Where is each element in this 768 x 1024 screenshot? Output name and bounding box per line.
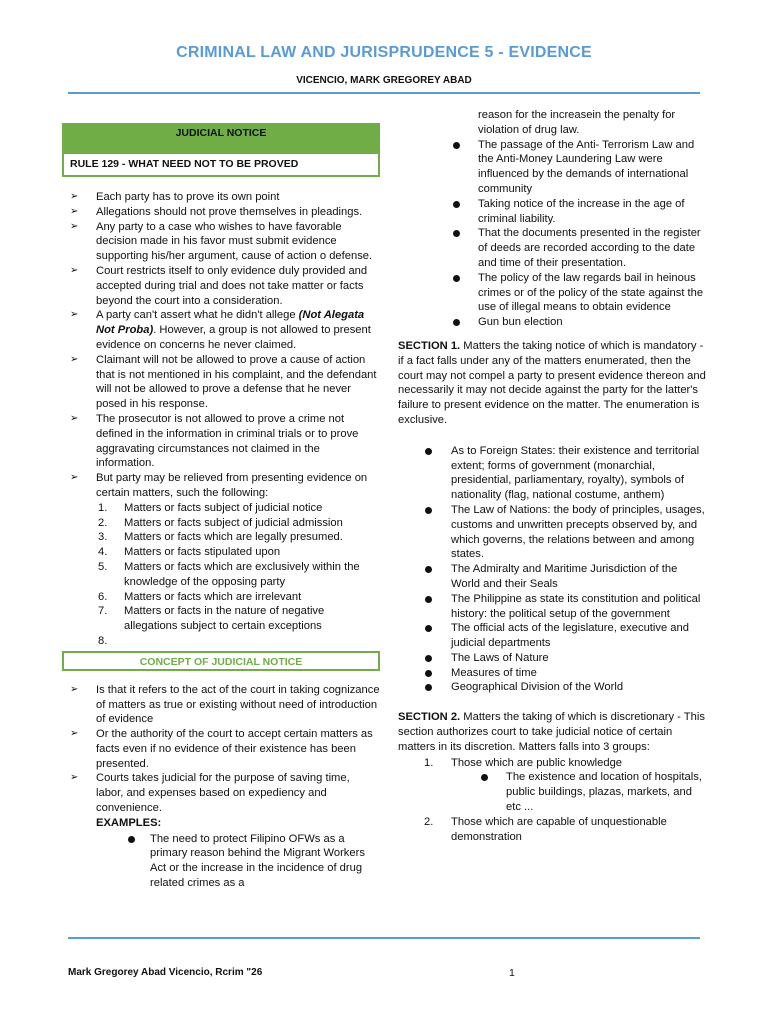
- examples-list: [62, 832, 380, 891]
- rule-list: [62, 190, 380, 501]
- list-item: 6. Matters or facts which are irrelevant: [98, 590, 302, 603]
- section-2-text: Matters the taking of which is discretionary - This section authorizes court to take judicial notice of certain matters in its discretion. Matters falls into 3 groups:: [398, 711, 705, 753]
- section-1-paragraph: [398, 339, 706, 428]
- list-item: 1. Matters or facts subject of judicial notice: [98, 501, 323, 514]
- left-column: [62, 123, 380, 891]
- example-continuation: reason for the increasein the penalty for violation of drug law.: [478, 109, 676, 136]
- list-item: ➢ Courts takes judicial for the purpose of saving time, labor, and expenses based on expediency and convenience.: [62, 771, 380, 815]
- section-1-label: SECTION 1.: [398, 339, 461, 352]
- list-item: 2. Matters or facts subject of judicial admission: [98, 516, 343, 529]
- judicial-notice-heading: JUDICIAL NOTICE: [64, 125, 378, 154]
- list-item: The Laws of Nature: [398, 651, 706, 666]
- list-item: That the documents presented in the register of deeds are recorded according to the date and time of their presentation.: [398, 226, 706, 270]
- list-item: The passage of the Anti- Terrorism Law and the Anti-Money Laundering Law were influenced by the demands of international community: [398, 138, 706, 197]
- list-item: 7. Matters or facts in the nature of negative allegations subject to certain exceptions: [98, 605, 325, 633]
- list-item: ➢ Claimant will not be allowed to prove a cause of action that is not mentioned in his complaint, and the defendant will not be allowed to prove a defense that he never posed in his response.: [62, 353, 380, 412]
- list-item: ➢ Any party to a case who wishes to have favorable decision made in his favor must submit evidence supporting his/her argument, cause of action o defense.: [62, 220, 380, 264]
- examples-label: EXAMPLES:: [96, 816, 162, 829]
- examples-list-continued: [398, 138, 706, 330]
- section-2-groups-cont: [398, 815, 706, 845]
- list-item: Measures of time: [398, 666, 706, 681]
- section-1-list: [398, 444, 706, 696]
- list-item: 4. Matters or facts stipulated upon: [98, 546, 281, 559]
- section-2-label: SECTION 2.: [398, 711, 461, 724]
- document-title: CRIMINAL LAW AND JURISPRUDENCE 5 - EVIDENCE: [176, 44, 592, 61]
- list-item: The official acts of the legislature, executive and judicial departments: [398, 621, 706, 651]
- list-item: ➢ The prosecutor is not allowed to prove a crime not defined in the information in criminal trials or to prove aggravating circumstances not claimed in the information.: [62, 412, 380, 471]
- footer-author: Mark Gregorey Abad Vicencio, Rcrim "26: [68, 967, 263, 978]
- page-number: 1: [509, 967, 515, 979]
- author-name: VICENCIO, MARK GREGOREY ABAD: [296, 75, 472, 86]
- list-item: Geographical Division of the World: [398, 680, 706, 695]
- right-column: [398, 108, 706, 844]
- judicial-notice-box: [62, 123, 380, 177]
- section-1-text: Matters the taking notice of which is mandatory - if a fact falls under any of the matters enumerated, then the court may not compel a party to present evidence thereon and necessarily it may not decide against the party for the latter's failure to present evidence on the matter. The enumeration is exclusive.: [398, 339, 706, 426]
- list-item: The Law of Nations: the body of principles, usages, customs and unwritten precepts observed by, and which governs, the relations between and among states.: [398, 503, 706, 562]
- section-2-sublist: [451, 770, 706, 814]
- list-item: ➢ Court restricts itself to only evidence duly provided and accepted during trial and does not take matter or facts beyond the court into a consideration.: [62, 264, 380, 308]
- concept-heading: CONCEPT OF JUDICIAL NOTICE: [62, 651, 380, 671]
- item-text: . However, a group is not allowed to present evidence on concerns he never claimed.: [96, 324, 371, 351]
- item-text: But party may be relieved from presenting evidence on certain matters, such the following:: [96, 472, 368, 499]
- section-2-groups: [398, 756, 706, 771]
- list-item: ➢ Is that it refers to the act of the court in taking cognizance of matters as true or existing without need of introduction of evidence: [62, 683, 380, 727]
- list-item: Gun bun election: [398, 315, 706, 330]
- latin-maxim: (Not Alegata Not Proba): [96, 309, 365, 337]
- list-item: ➢ Allegations should not prove themselves in pleadings.: [62, 205, 380, 220]
- list-item: ➢ Or the authority of the court to accept certain matters as facts even if no evidence of their existence has been presented.: [62, 727, 380, 771]
- list-item: 5. Matters or facts which are exclusively within the knowledge of the opposing party: [98, 560, 360, 588]
- list-item: The policy of the law regards bail in heinous crimes or of the policy of the state against the use of illegal means to obtain evidence: [398, 271, 706, 315]
- list-item: The Philippine as state its constitution and political history: the political setup of the government: [398, 592, 706, 622]
- list-item: As to Foreign States: their existence and territorial extent; forms of government (monarchial, presidential, parliamentary, royalty), symbols of nationality (flag, national costume, anthem): [398, 444, 706, 503]
- rule-129-heading: RULE 129 - WHAT NEED NOT TO BE PROVED: [70, 158, 299, 170]
- header-divider: [68, 92, 700, 94]
- list-item: 8.: [98, 634, 108, 647]
- list-item: ➢ Each party has to prove its own point: [62, 190, 380, 205]
- section-2-paragraph: [398, 710, 706, 754]
- list-item: 2. Those which are capable of unquestionable demonstration: [424, 815, 667, 843]
- footer-divider: [68, 937, 700, 939]
- list-item: The need to protect Filipino OFWs as a primary reason behind the Migrant Workers Act or the increase in the incidence of drug related crimes as a: [62, 832, 380, 891]
- list-item: [62, 471, 380, 501]
- list-item: 3. Matters or facts which are legally presumed.: [98, 531, 343, 544]
- list-item: The Admiralty and Maritime Jurisdiction of the World and their Seals: [398, 562, 706, 592]
- relieved-matters-list: [62, 501, 380, 649]
- list-item: The existence and location of hospitals, public buildings, plazas, markets, and etc ...: [451, 770, 706, 814]
- list-item: [62, 308, 380, 352]
- list-item: 1. Those which are public knowledge: [424, 756, 623, 769]
- concept-list: [62, 683, 380, 816]
- list-item: Taking notice of the increase in the age of criminal liability.: [398, 197, 706, 227]
- item-text: A party can't assert what he didn't allege: [96, 309, 299, 322]
